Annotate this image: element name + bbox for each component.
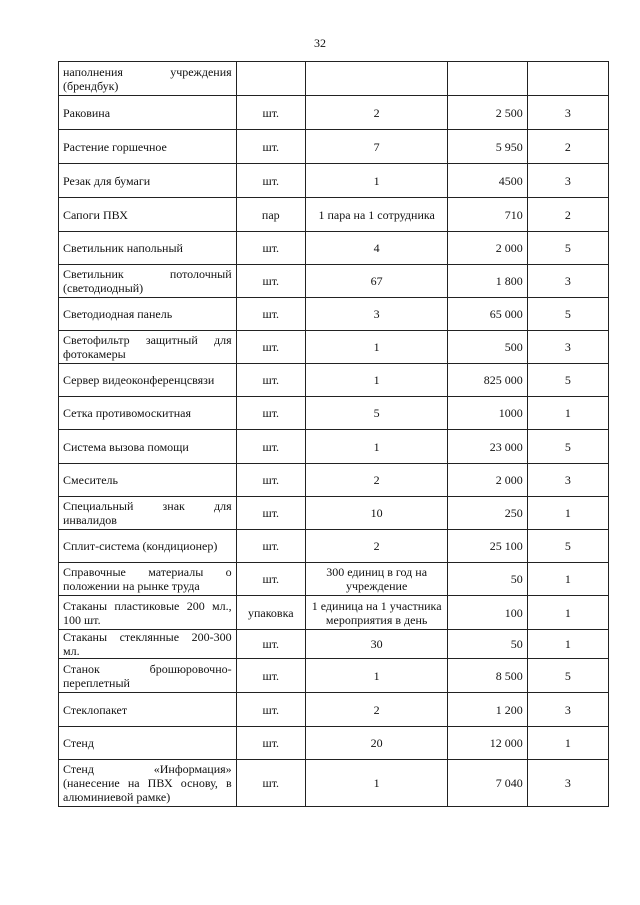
table-row (59, 530, 609, 563)
term-cell: 3 (527, 760, 608, 807)
term-cell: 3 (527, 96, 608, 130)
unit-cell: шт. (236, 298, 305, 331)
price-cell: 12 000 (448, 727, 527, 760)
item-name-cell: Справочные материалы о положении на рынке труда (59, 563, 237, 596)
item-name-cell: Сервер видеоконференцсвязи (59, 364, 237, 397)
table-body (59, 62, 609, 807)
unit-cell: шт. (236, 727, 305, 760)
price-cell: 65 000 (448, 298, 527, 331)
item-name-cell: Стенд (59, 727, 237, 760)
item-name-cell: Стаканы пластиковые 200 мл., 100 шт. (59, 596, 237, 630)
price-cell: 4500 (448, 164, 527, 198)
item-name-cell: Стеклопакет (59, 693, 237, 727)
item-name-cell: Светильник напольный (59, 232, 237, 265)
item-name-cell: Светофильтр защитный для фотокамеры (59, 331, 237, 364)
item-name-cell: Стаканы стеклянные 200-300 мл. (59, 630, 237, 659)
table-row (59, 464, 609, 497)
price-cell: 1 800 (448, 265, 527, 298)
item-name-cell: наполнения учреждения (брендбук) (59, 62, 237, 96)
term-cell: 1 (527, 630, 608, 659)
norm-cell (305, 62, 448, 96)
unit-cell: шт. (236, 265, 305, 298)
norm-cell: 2 (305, 96, 448, 130)
unit-cell: пар (236, 198, 305, 232)
unit-cell: шт. (236, 96, 305, 130)
item-name-cell: Смеситель (59, 464, 237, 497)
table-row (59, 232, 609, 265)
norm-cell: 1 пара на 1 сотрудника (305, 198, 448, 232)
price-cell: 2 000 (448, 232, 527, 265)
term-cell: 5 (527, 298, 608, 331)
item-name-cell: Раковина (59, 96, 237, 130)
term-cell: 5 (527, 530, 608, 563)
page-number: 32 (314, 36, 326, 50)
price-cell: 23 000 (448, 430, 527, 464)
price-cell: 1000 (448, 397, 527, 430)
term-cell: 5 (527, 364, 608, 397)
unit-cell: шт. (236, 430, 305, 464)
unit-cell: шт. (236, 630, 305, 659)
term-cell (527, 62, 608, 96)
unit-cell: шт. (236, 464, 305, 497)
table-row (59, 62, 609, 96)
norm-cell: 20 (305, 727, 448, 760)
term-cell: 2 (527, 198, 608, 232)
table-row (59, 430, 609, 464)
item-name-cell: Светодиодная панель (59, 298, 237, 331)
unit-cell: шт. (236, 659, 305, 693)
price-cell: 710 (448, 198, 527, 232)
price-cell: 5 950 (448, 130, 527, 164)
norm-cell: 67 (305, 265, 448, 298)
unit-cell: шт. (236, 232, 305, 265)
unit-cell: шт. (236, 164, 305, 198)
norm-cell: 2 (305, 693, 448, 727)
table-row (59, 659, 609, 693)
term-cell: 1 (527, 397, 608, 430)
norm-cell: 2 (305, 464, 448, 497)
table-row (59, 331, 609, 364)
norm-cell: 3 (305, 298, 448, 331)
price-cell (448, 62, 527, 96)
norm-cell: 1 (305, 659, 448, 693)
norm-cell: 1 (305, 164, 448, 198)
price-cell: 25 100 (448, 530, 527, 563)
norm-cell: 1 единица на 1 участника мероприятия в день (305, 596, 448, 630)
unit-cell: шт. (236, 331, 305, 364)
norm-cell: 7 (305, 130, 448, 164)
table-row (59, 596, 609, 630)
price-cell: 50 (448, 630, 527, 659)
norm-cell: 5 (305, 397, 448, 430)
term-cell: 3 (527, 693, 608, 727)
item-name-cell: Сплит-система (кондиционер) (59, 530, 237, 563)
norm-cell: 1 (305, 760, 448, 807)
item-name-cell: Специальный знак для инвалидов (59, 497, 237, 530)
table-row (59, 727, 609, 760)
unit-cell: шт. (236, 530, 305, 563)
item-name-cell: Резак для бумаги (59, 164, 237, 198)
table-row (59, 96, 609, 130)
table-row (59, 164, 609, 198)
table-row (59, 265, 609, 298)
price-cell: 50 (448, 563, 527, 596)
price-cell: 2 000 (448, 464, 527, 497)
unit-cell: упаковка (236, 596, 305, 630)
term-cell: 1 (527, 497, 608, 530)
term-cell: 3 (527, 331, 608, 364)
price-cell: 500 (448, 331, 527, 364)
term-cell: 3 (527, 164, 608, 198)
table-row (59, 630, 609, 659)
table-row (59, 693, 609, 727)
term-cell: 1 (527, 596, 608, 630)
term-cell: 1 (527, 563, 608, 596)
price-cell: 1 200 (448, 693, 527, 727)
table-row (59, 760, 609, 807)
term-cell: 3 (527, 265, 608, 298)
term-cell: 5 (527, 659, 608, 693)
norm-cell: 30 (305, 630, 448, 659)
unit-cell: шт. (236, 364, 305, 397)
unit-cell: шт. (236, 760, 305, 807)
item-name-cell: Сетка противомоскитная (59, 397, 237, 430)
norm-cell: 1 (305, 331, 448, 364)
items-table (58, 61, 609, 807)
term-cell: 1 (527, 727, 608, 760)
price-cell: 2 500 (448, 96, 527, 130)
term-cell: 3 (527, 464, 608, 497)
unit-cell (236, 62, 305, 96)
term-cell: 5 (527, 430, 608, 464)
norm-cell: 10 (305, 497, 448, 530)
norm-cell: 300 единиц в год на учреждение (305, 563, 448, 596)
price-cell: 8 500 (448, 659, 527, 693)
table-row (59, 198, 609, 232)
price-cell: 100 (448, 596, 527, 630)
norm-cell: 1 (305, 430, 448, 464)
item-name-cell: Станок брошюровочно-переплетный (59, 659, 237, 693)
term-cell: 2 (527, 130, 608, 164)
item-name-cell: Стенд «Информация» (нанесение на ПВХ основу, в алюминиевой рамке) (59, 760, 237, 807)
table-row (59, 130, 609, 164)
item-name-cell: Светильник потолочный (светодиодный) (59, 265, 237, 298)
unit-cell: шт. (236, 397, 305, 430)
unit-cell: шт. (236, 130, 305, 164)
norm-cell: 4 (305, 232, 448, 265)
unit-cell: шт. (236, 693, 305, 727)
item-name-cell: Система вызова помощи (59, 430, 237, 464)
unit-cell: шт. (236, 497, 305, 530)
price-cell: 250 (448, 497, 527, 530)
item-name-cell: Растение горшечное (59, 130, 237, 164)
norm-cell: 1 (305, 364, 448, 397)
table-row (59, 563, 609, 596)
price-cell: 825 000 (448, 364, 527, 397)
price-cell: 7 040 (448, 760, 527, 807)
unit-cell: шт. (236, 563, 305, 596)
table-row (59, 397, 609, 430)
norm-cell: 2 (305, 530, 448, 563)
table-row (59, 298, 609, 331)
table-row (59, 364, 609, 397)
item-name-cell: Сапоги ПВХ (59, 198, 237, 232)
table-row (59, 497, 609, 530)
term-cell: 5 (527, 232, 608, 265)
